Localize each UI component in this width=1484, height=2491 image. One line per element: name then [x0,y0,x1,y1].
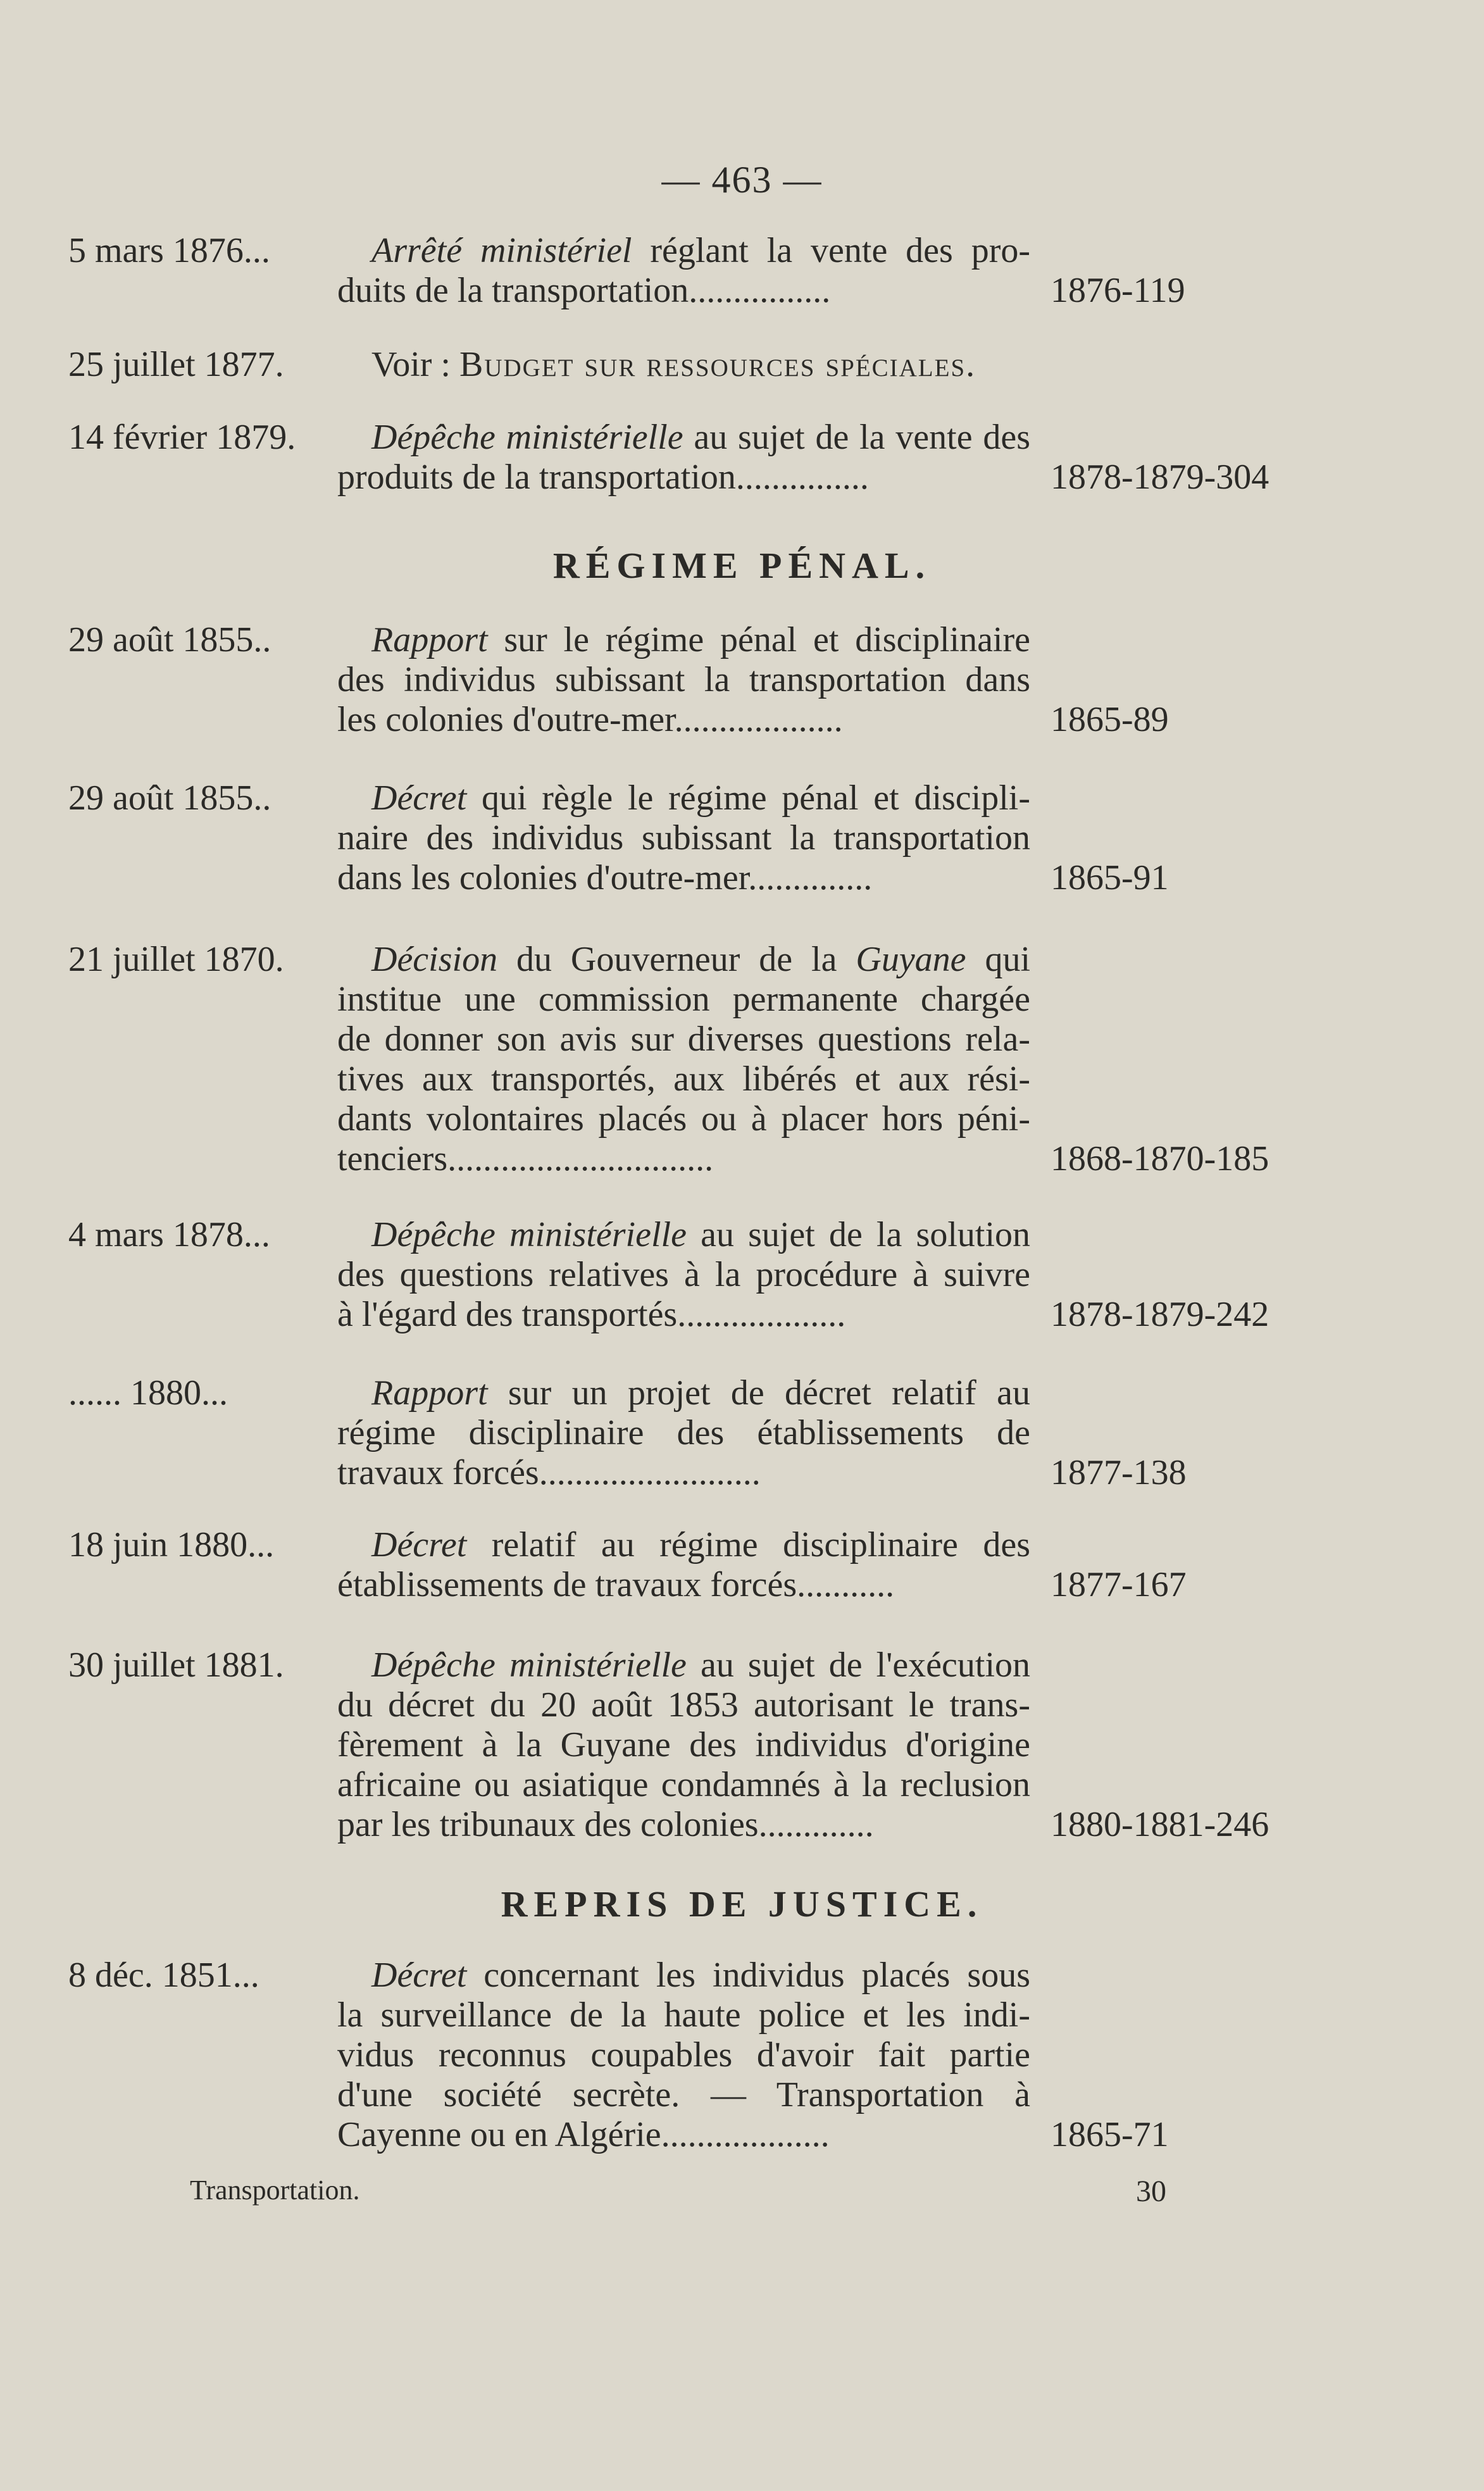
entry-keyword: Dépêche ministérielle [371,1645,687,1685]
entry-body: Décret concernant les individus placés sous la surveillance de la haute police et les indi- vidus reconnus coupables d'avoir fait partie d'une société secrète. — Transportation à Cayenne ou en Algérie................... [337,1956,1030,2154]
entry-body: Dépêche ministérielle au sujet de la vente des produits de la transportation............... [337,418,1030,497]
entry-keyword: Arrêté ministériel [371,231,632,270]
page-number: — 463 — [661,159,823,201]
entry-date: 29 août 1855.. [68,620,271,659]
entry-body: Décret qui règle le régime pénal et discipli- naire des individus subissant la transportation dans les colonies d'outre-mer.............. [337,778,1030,897]
entry-ref: 1877-167 [1051,1565,1187,1604]
entry-ref: 1865-71 [1051,2115,1169,2154]
entry-body: Décision du Gouverneur de la Guyane qui institue une commission permanente chargée de donner son avis sur diverses questions rela- tives aux transportés, aux libérés et aux rési- dants volontaires placés ou à placer hors péni- tenciers.............................. [337,940,1031,1178]
entry-date: ...... 1880... [68,1373,228,1413]
entry-body: Dépêche ministérielle au sujet de l'exécution du décret du 20 août 1853 autorisant le trans- fèrement à la Guyane des individus d'origine africaine ou asiatique condamnés à la reclusion par les tribunaux des colonies............. [337,1645,1030,1844]
entry-ref: 1868-1870-185 [1051,1139,1269,1178]
section-title-repris-de-justice: REPRIS DE JUSTICE. [501,1883,983,1925]
entry-keyword: Budget sur ressources spéciales. [459,345,976,384]
entry-ref: 1865-89 [1051,700,1169,739]
section-title-regime-penal: RÉGIME PÉNAL. [552,545,932,586]
entry-body: Arrêté ministériel réglant la vente des pro- duits de la transportation................ [337,231,1031,310]
entry-keyword: Dépêche ministérielle [371,418,683,457]
entry-keyword: Décret [371,778,467,818]
entry-keyword: Rapport [371,620,488,659]
entry-date: 30 juillet 1881. [68,1645,284,1685]
footer-signature-mark: 30 [1136,2175,1166,2208]
entry-keyword: Rapport [371,1373,488,1413]
entry-date: 14 février 1879. [68,418,296,457]
entry-date: 21 juillet 1870. [68,940,284,979]
entry-keyword: Décret [371,1956,467,1995]
footer-section-name: Transportation. [190,2175,360,2206]
entry-ref: 1880-1881-246 [1051,1805,1269,1844]
entry-body: Rapport sur un projet de décret relatif au régime disciplinaire des établissements de travaux forcés......................... [337,1373,1030,1492]
entry-keyword-place: Guyane [856,940,966,979]
entry-body: Voir : Budget sur ressources spéciales. [371,345,976,384]
entry-ref: 1878-1879-242 [1051,1295,1269,1334]
entry-ref: 1876-119 [1051,271,1185,310]
entry-date: 18 juin 1880... [68,1525,275,1564]
entry-ref: 1878-1879-304 [1051,458,1269,497]
entry-date: 5 mars 1876... [68,231,270,270]
entry-keyword: Décret [371,1525,467,1564]
entry-keyword: Dépêche ministérielle [371,1215,687,1254]
entry-body: Décret relatif au régime disciplinaire des établissements de travaux forcés........... [337,1525,1030,1604]
entry-ref: 1865-91 [1051,858,1169,897]
entry-body: Rapport sur le régime pénal et disciplinaire des individus subissant la transportation dans les colonies d'outre-mer................... [337,620,1030,739]
entry-date: 29 août 1855.. [68,778,271,818]
entry-body: Dépêche ministérielle au sujet de la solution des questions relatives à la procédure à suivre à l'égard des transportés................... [337,1215,1031,1334]
entry-date: 4 mars 1878... [68,1215,270,1254]
entry-ref: 1877-138 [1051,1453,1187,1492]
entry-date: 8 déc. 1851... [68,1956,259,1995]
entry-keyword: Décision [371,940,498,979]
entry-date: 25 juillet 1877. [68,345,284,384]
